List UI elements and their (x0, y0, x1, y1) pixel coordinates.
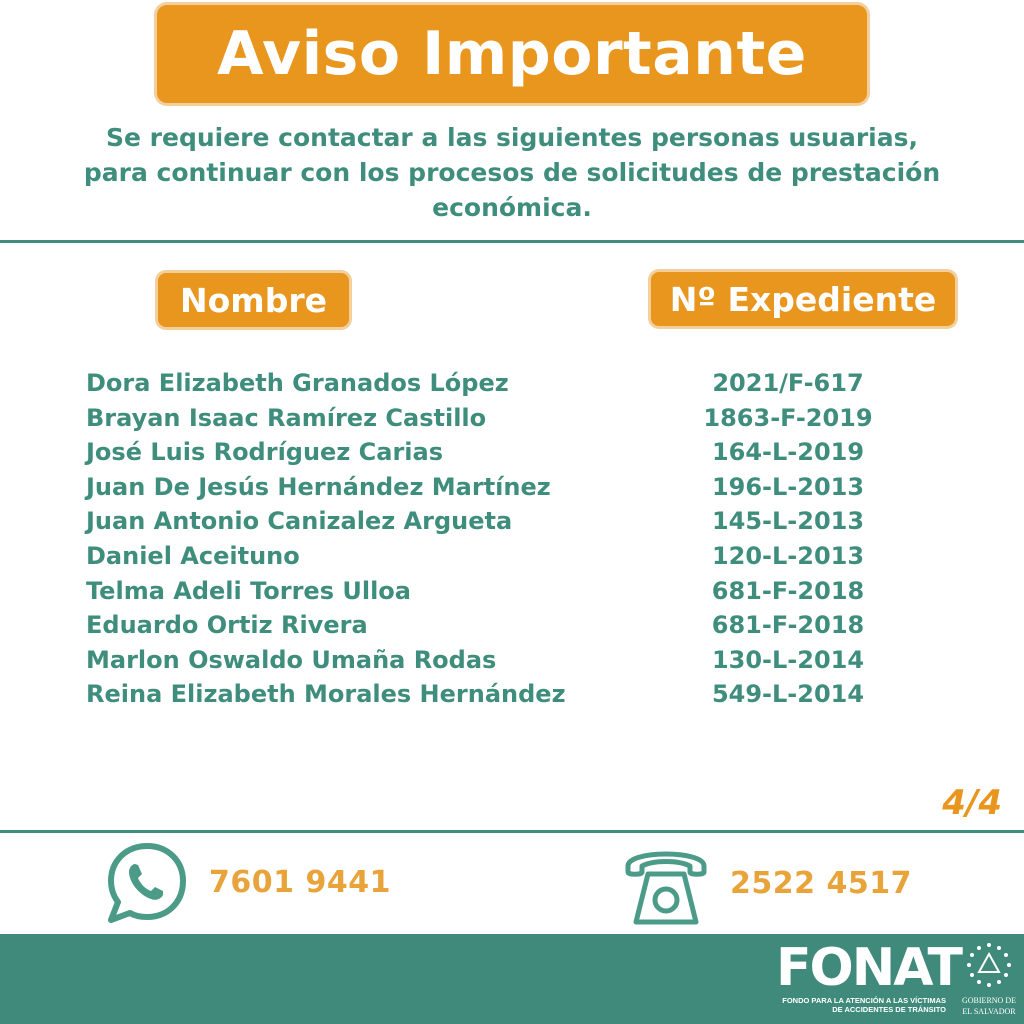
bottom-divider (0, 830, 1024, 833)
name-cell: Dora Elizabeth Granados López (86, 369, 509, 397)
names-list (86, 366, 566, 712)
name-cell: Eduardo Ortiz Rivera (86, 611, 368, 640)
whatsapp-contact[interactable] (105, 840, 391, 924)
subtitle-line: Se requiere contactar a las siguientes personas usuarias, (106, 123, 918, 152)
subtitle-line: económica. (432, 193, 592, 222)
gov-text-line1: GOBIERNO DE (962, 996, 1016, 1005)
whatsapp-number[interactable]: 7601 9441 (209, 864, 391, 900)
name-cell: Juan De Jesús Hernández Martínez (86, 472, 551, 501)
whatsapp-icon (105, 840, 189, 924)
file-number-cell: 196-L-2013 (711, 472, 865, 501)
el-salvador-seal-icon (958, 940, 1020, 994)
fonat-logo (776, 938, 961, 1014)
file-number-cell: 549-L-2014 (711, 680, 865, 709)
file-number-cell: 681-F-2018 (711, 576, 865, 605)
page-title: Aviso Importante (217, 19, 807, 89)
file-number-cell: 120-L-2013 (711, 541, 865, 570)
name-cell: Daniel Aceituno (86, 541, 300, 570)
file-number-cell: 681-F-2018 (711, 611, 865, 640)
footer (0, 934, 1024, 1024)
column-header-name: Nombre (158, 273, 349, 327)
file-number-list (690, 366, 886, 712)
file-number-cell: 164-L-2019 (711, 438, 865, 467)
name-cell: Brayan Isaac Ramírez Castillo (86, 403, 487, 432)
name-cell: Telma Adeli Torres Ulloa (86, 576, 411, 605)
fonat-wordmark: FONAT (776, 938, 961, 998)
government-logo (958, 940, 1020, 1016)
name-cell: Reina Elizabeth Morales Hernández (86, 680, 566, 709)
column-header-file-number: Nº Expediente (651, 272, 955, 326)
name-cell: José Luis Rodríguez Carias (86, 438, 444, 467)
top-divider (0, 240, 1024, 243)
phone-number[interactable]: 2522 4517 (730, 865, 912, 901)
title-banner (157, 5, 867, 103)
phone-contact[interactable] (620, 838, 912, 928)
file-number-cell: 2021/F-617 (712, 369, 864, 397)
subtitle-line: para continuar con los procesos de solicitudes de prestación (83, 158, 941, 187)
file-number-cell: 145-L-2013 (711, 507, 865, 536)
file-number-cell: 1863-F-2019 (703, 403, 873, 432)
name-cell: Juan Antonio Canizalez Argueta (86, 507, 513, 536)
subtitle (40, 120, 984, 225)
page-indicator: 4/4 (942, 783, 1002, 823)
fonat-subtitle-line1: FONDO PARA LA ATENCIÓN A LAS VÍCTIMAS (782, 996, 946, 1005)
fonat-subtitle-line2: DE ACCIDENTES DE TRÁNSITO (832, 1005, 946, 1014)
file-number-cell: 130-L-2014 (711, 645, 865, 674)
name-cell: Marlon Oswaldo Umaña Rodas (86, 645, 497, 674)
telephone-icon (620, 838, 712, 928)
gov-text-line2: EL SALVADOR (962, 1007, 1016, 1016)
